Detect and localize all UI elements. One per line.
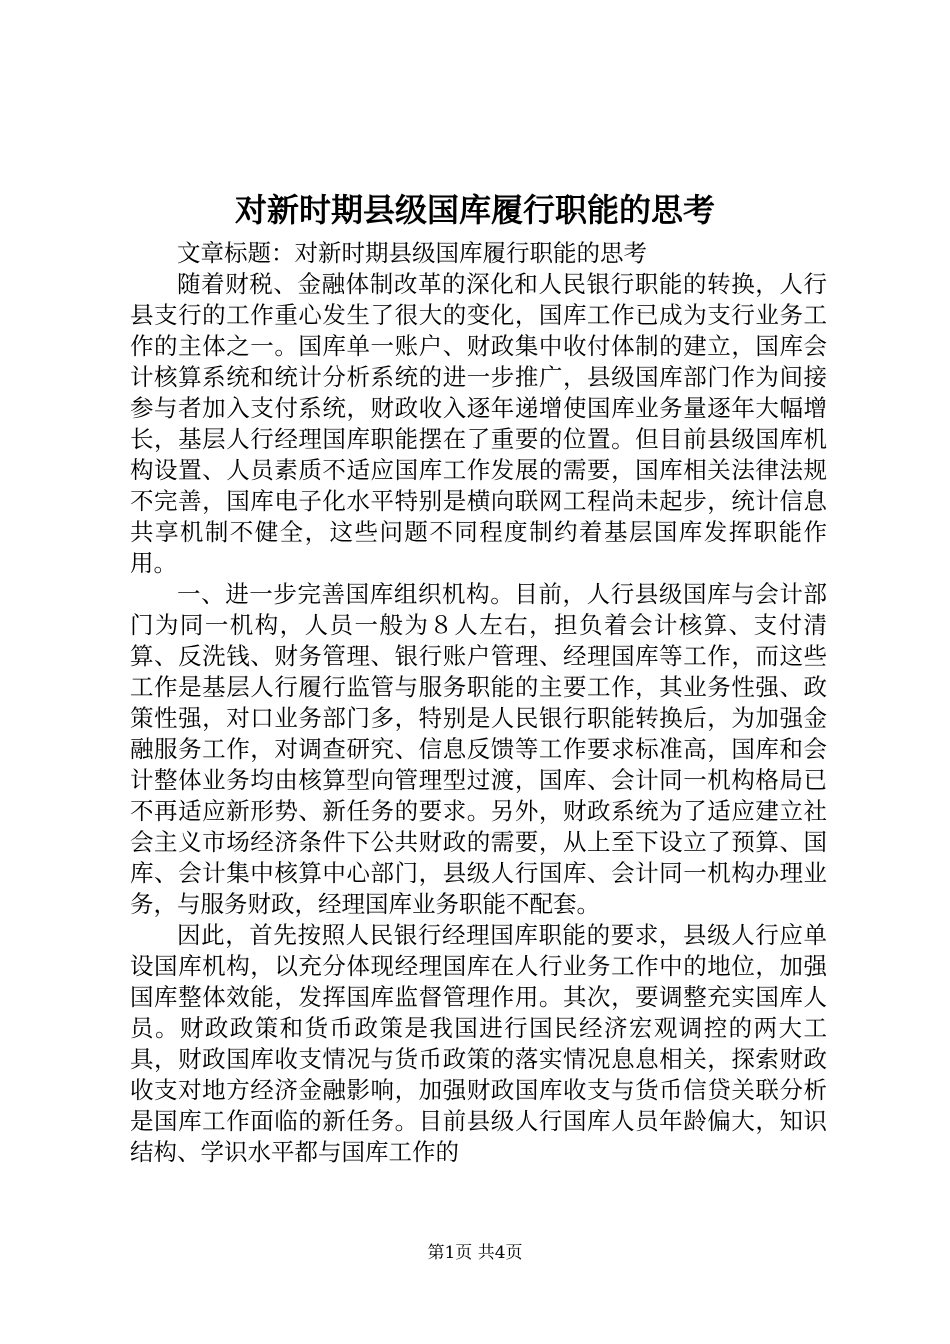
paragraph-article-title: 文章标题：对新时期县级国库履行职能的思考 bbox=[177, 239, 647, 267]
paragraph-therefore: 因此，首先按照人民银行经理国库职能的要求，县级人行应单设国库机构，以充分体现经理国库在人行业务工作中的地位，加强国库整体效能，发挥国库监督管理作用。其次，要调整充实国库人员。财政政策和货币政策是我国进行国民经济宏观调控的两大工具，财政国库收支情况与货币政策的落实情况息息相关，探索财政收支对地方经济金融影响，加强财政国库收支与货币信贷关联分析是国库工作面临的新任务。目前县级人行国库人员年龄偏大，知识结构、学识水平都与国库工作的 bbox=[130, 921, 827, 1166]
paragraph-section-one: 一、进一步完善国库组织机构。目前，人行县级国库与会计部门为同一机构，人员一般为８人左右，担负着会计核算、支付清算、反洗钱、财务管理、银行账户管理、经理国库等工作，而这些工作是基层人行履行监管与服务职能的主要工作，其业务性强、政策性强，对口业务部门多，特别是人民银行职能转换后，为加强金融服务工作，对调查研究、信息反馈等工作要求标准高，国库和会计整体业务均由核算型向管理型过渡，国库、会计同一机构格局已不再适应新形势、新任务的要求。另外，财政系统为了适应建立社会主义市场经济条件下公共财政的需要，从上至下设立了预算、国库、会计集中核算中心部门，县级人行国库、会计同一机构办理业务，与服务财政，经理国库业务职能不配套。 bbox=[130, 580, 827, 918]
document-title: 对新时期县级国库履行职能的思考 bbox=[234, 191, 715, 229]
page-footer: 第1页 共4页 bbox=[427, 1243, 523, 1263]
paragraph-intro: 随着财税、金融体制改革的深化和人民银行职能的转换，人行县支行的工作重心发生了很大的变化，国库工作已成为支行业务工作的主体之一。国库单一账户、财政集中收付体制的建立，国库会计核算系统和统计分析系统的进一步推广，县级国库部门作为间接参与者加入支付系统，财政收入逐年递增使国库业务量逐年大幅增长，基层人行经理国库职能摆在了重要的位置。但目前县级国库机构设置、人员素质不适应国库工作发展的需要，国库相关法律法规不完善，国库电子化水平特别是横向联网工程尚未起步，统计信息共享机制不健全，这些问题不同程度制约着基层国库发挥职能作用。 bbox=[130, 270, 827, 577]
document-body bbox=[130, 238, 827, 1168]
